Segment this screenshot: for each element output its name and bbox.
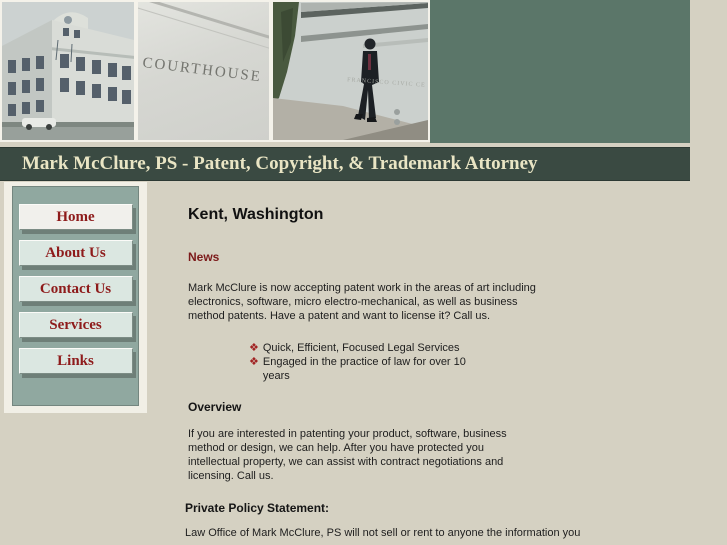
overview-body: If you are interested in patenting your product, software, business method or design, we can help. After you have protected you intellectual property, we can assist with contract negotiations and licensing. Call us. — [188, 428, 507, 482]
diamond-bullet-icon: ❖ — [249, 356, 259, 368]
news-heading: News — [188, 250, 220, 264]
courthouse-engraving-text: COURTHOUSE — [141, 54, 263, 86]
civic-center-engraving-text: FRANCISCO CIVIC CE — [347, 77, 427, 89]
bullet-text: Quick, Efficient, Focused Legal Services — [262, 342, 460, 354]
sidebar-item-contact-us[interactable]: Contact Us — [19, 276, 133, 302]
banner-teal-block — [430, 0, 690, 143]
news-body: Mark McClure is now accepting patent work in the areas of art including electronics, software, micro electro-mechanical, as well as business method patents. Have a patent and want to license it? Call us. — [188, 282, 536, 322]
courthouse-building-photo — [2, 2, 134, 140]
list-item — [249, 341, 466, 355]
bullet-text: Engaged in the practice of law for over 10 years — [262, 356, 466, 382]
diamond-bullet-icon: ❖ — [249, 342, 259, 354]
courthouse-engraving-photo — [138, 2, 269, 140]
attorney-walking-photo — [273, 2, 428, 140]
overview-heading: Overview — [188, 400, 242, 414]
sidebar-frame — [4, 182, 147, 413]
sidebar-nav — [12, 186, 139, 406]
news-bullet-list — [249, 341, 466, 383]
sidebar-item-home[interactable]: Home — [19, 204, 133, 230]
site-title: Mark McClure, PS - Patent, Copyright, & Trademark Attorney — [22, 153, 538, 174]
policy-body: Law Office of Mark McClure, PS will not sell or rent to anyone the information you — [185, 527, 581, 539]
banner-photo-strip — [0, 0, 430, 142]
sidebar-item-links[interactable]: Links — [19, 348, 133, 374]
location-heading: Kent, Washington — [188, 206, 324, 223]
sidebar-item-services[interactable]: Services — [19, 312, 133, 338]
titlebar — [0, 147, 690, 181]
list-item — [249, 355, 466, 383]
sidebar-item-about-us[interactable]: About Us — [19, 240, 133, 266]
policy-heading: Private Policy Statement: — [185, 501, 330, 515]
